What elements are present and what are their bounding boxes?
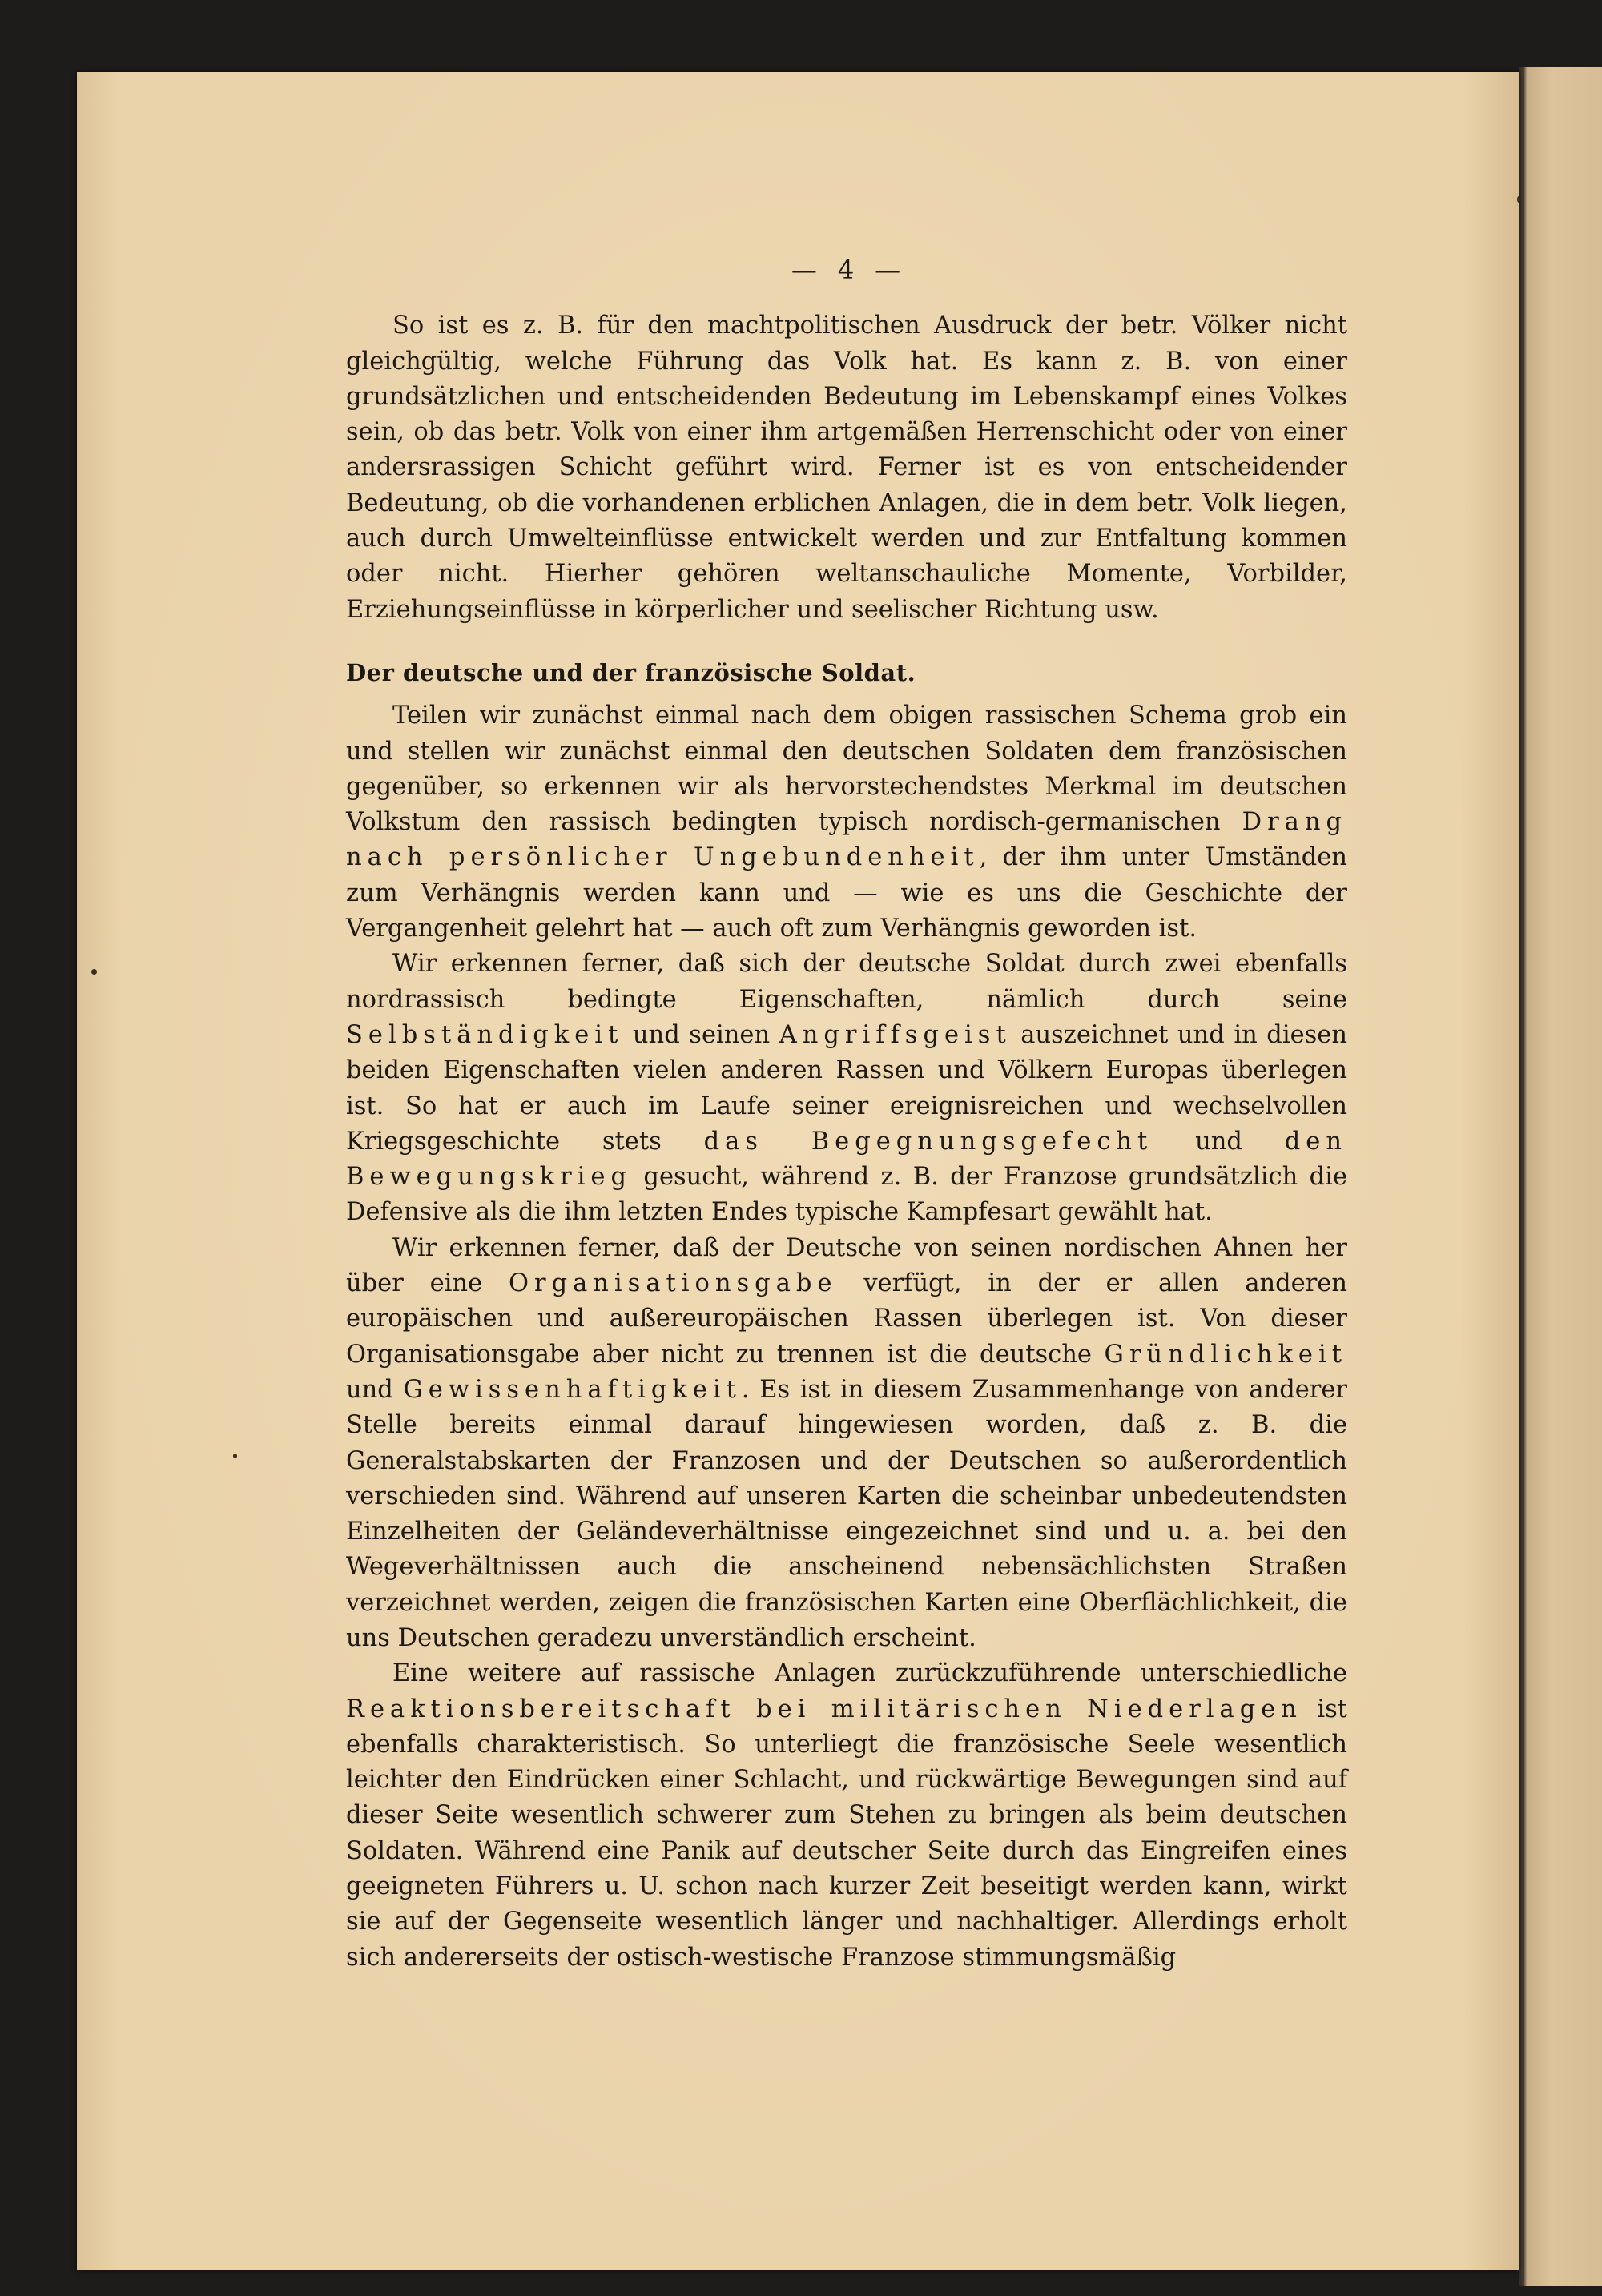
paper-speck <box>91 969 97 975</box>
paragraph-3 <box>346 947 1347 1230</box>
paragraph-3-text-a: Wir erkennen ferner, daß sich der deutsche Soldat durch zwei ebenfalls nordrassisch bedingte Eigenschaften, nämlich durch seine <box>346 950 1347 1014</box>
folio-dash-left: — <box>791 255 819 285</box>
paragraph-4-emphasis-1: Organisationsgabe <box>508 1269 838 1298</box>
paragraph-5-emphasis-1: Reaktionsbereitschaft bei militärischen Niederlagen <box>346 1695 1302 1723</box>
paragraph-3-emphasis-4: den Bewegungskrieg <box>346 1127 1347 1192</box>
paragraph-5 <box>346 1656 1347 1976</box>
paragraph-4-text-a: Wir erkennen ferner, daß der Deutsche von seinen nordischen Ahnen her über eine <box>346 1233 1347 1298</box>
paragraph-4-emphasis-2: Gründlichkeit <box>1104 1340 1347 1369</box>
paragraph-4-text-c: und <box>346 1375 393 1404</box>
folio-number: 4 <box>837 255 856 285</box>
paragraph-1: So ist es z. B. für den machtpolitischen Ausdruck der betr. Völker nicht gleichgültig, welche Führung das Volk hat. Es kann z. B. von einer grundsätzlichen und entscheidenden Bedeutung im Lebenskampf eines Volkes sein, ob das betr. Volk von einer ihm artgemäßen Herrenschicht oder von einer andersrassigen Schicht geführt wird. Ferner ist es von entscheidender Bedeutung, ob die vorhandenen erblichen Anlagen, die in dem betr. Volk liegen, auch durch Umwelteinflüsse entwickelt werden und zur Entfaltung kommen oder nicht. Hierher gehören weltanschauliche Momente, Vorbilder, Erziehungseinflüsse in körperlicher und seelischer Richtung usw. <box>346 312 1347 624</box>
adjacent-page-edge <box>1519 67 1602 2286</box>
paragraph-3-emphasis-1: Selbständigkeit <box>346 1020 624 1049</box>
paragraph-4-text-d: . Es ist in diesem Zusammenhange von anderer Stelle bereits einmal darauf hingewiesen worden, daß z. B. die Generalstabskarten der Franzosen und der Deutschen so außerordentlich verschieden sind. Während auf unseren Karten die scheinbar unbedeutendsten Einzelheiten der Geländeverhältnisse eingezeichnet sind und u. a. bei den Wegeverhältnissen auch die anscheinend nebensächlichsten Straßen verzeichnet werden, zeigen die französischen Karten eine Oberflächlichkeit, die uns Deutschen geradezu unverständlich erscheint. <box>346 1375 1347 1652</box>
paragraph-2-text-a: Teilen wir zunächst einmal nach dem obigen rassischen Schema grob ein und stellen wir zunächst einmal den deutschen Soldaten dem französischen gegenüber, so erkennen wir als hervorstechendstes Merkmal im deutschen Volkstum den rassisch bedingten typisch nordisch-germanischen <box>346 702 1347 837</box>
folio-dash-right: — <box>875 255 903 285</box>
paper-speck <box>233 1454 237 1458</box>
paragraph-3-text-c: auszeichnet und in diesen beiden Eigenschaften vielen anderen Rassen und Völkern Europas überlegen ist. So hat er auch im Laufe seiner ereignisreichen und wechselvollen Kriegsgeschichte stets <box>346 1020 1347 1156</box>
paragraph-5-text-b: ist ebenfalls charakteristisch. So unterliegt die französische Seele wesentlich leichter den Eindrücken einer Schlacht, und rückwärtige Bewegungen sind auf dieser Seite wesentlich schwerer zum Stehen zu bringen als beim deutschen Soldaten. Während eine Panik auf deutscher Seite durch das Eingreifen eines geeigneten Führers u. U. schon nach kurzer Zeit beseitigt werden kann, wirkt sie auf der Gegenseite wesentlich länger und nachhaltiger. Allerdings erholt sich andererseits der ostisch-westische Franzose stimmungsmäßig <box>346 1695 1347 1972</box>
paragraph-4-text-b: verfügt, in der er allen anderen europäischen und außereuropäischen Rassen überlegen ist. Von dieser Organisationsgabe aber nicht zu trennen ist die deutsche <box>346 1269 1347 1369</box>
paragraph-3-text-b: und seinen <box>632 1020 771 1049</box>
page-number <box>346 252 1347 288</box>
paragraph-3-emphasis-3: das Begegnungsgefecht <box>703 1127 1153 1156</box>
paragraph-4-emphasis-3: Gewissenhaftigkeit <box>403 1375 742 1404</box>
paragraph-2 <box>346 698 1347 947</box>
paragraph-3-emphasis-2: Angriffsgeist <box>779 1020 1012 1049</box>
paragraph-3-text-e: gesucht, während z. B. der Franzose grundsätzlich die Defensive als die ihm letzten Endes typische Kampfesart gewählt hat. <box>346 1163 1347 1227</box>
paragraph-3-text-d: und <box>1195 1127 1242 1156</box>
paragraph-2-text-b: , der ihm unter Umständen zum Verhängnis werden kann und — wie es uns die Geschichte der Vergangenheit gelehrt hat — auch oft zum Verhängnis geworden ist. <box>346 843 1348 943</box>
paragraph-2-emphasis-1: Drang nach persönlicher Ungebundenheit <box>346 808 1347 872</box>
paragraph-4 <box>346 1231 1347 1657</box>
page-text <box>346 252 1347 1976</box>
section-heading: Der deutsche und der französische Soldat. <box>346 658 916 686</box>
paragraph-5-text-a: Eine weitere auf rassische Anlagen zurückzuführende unterschiedliche <box>392 1659 1347 1688</box>
paper-speck <box>1517 196 1520 203</box>
